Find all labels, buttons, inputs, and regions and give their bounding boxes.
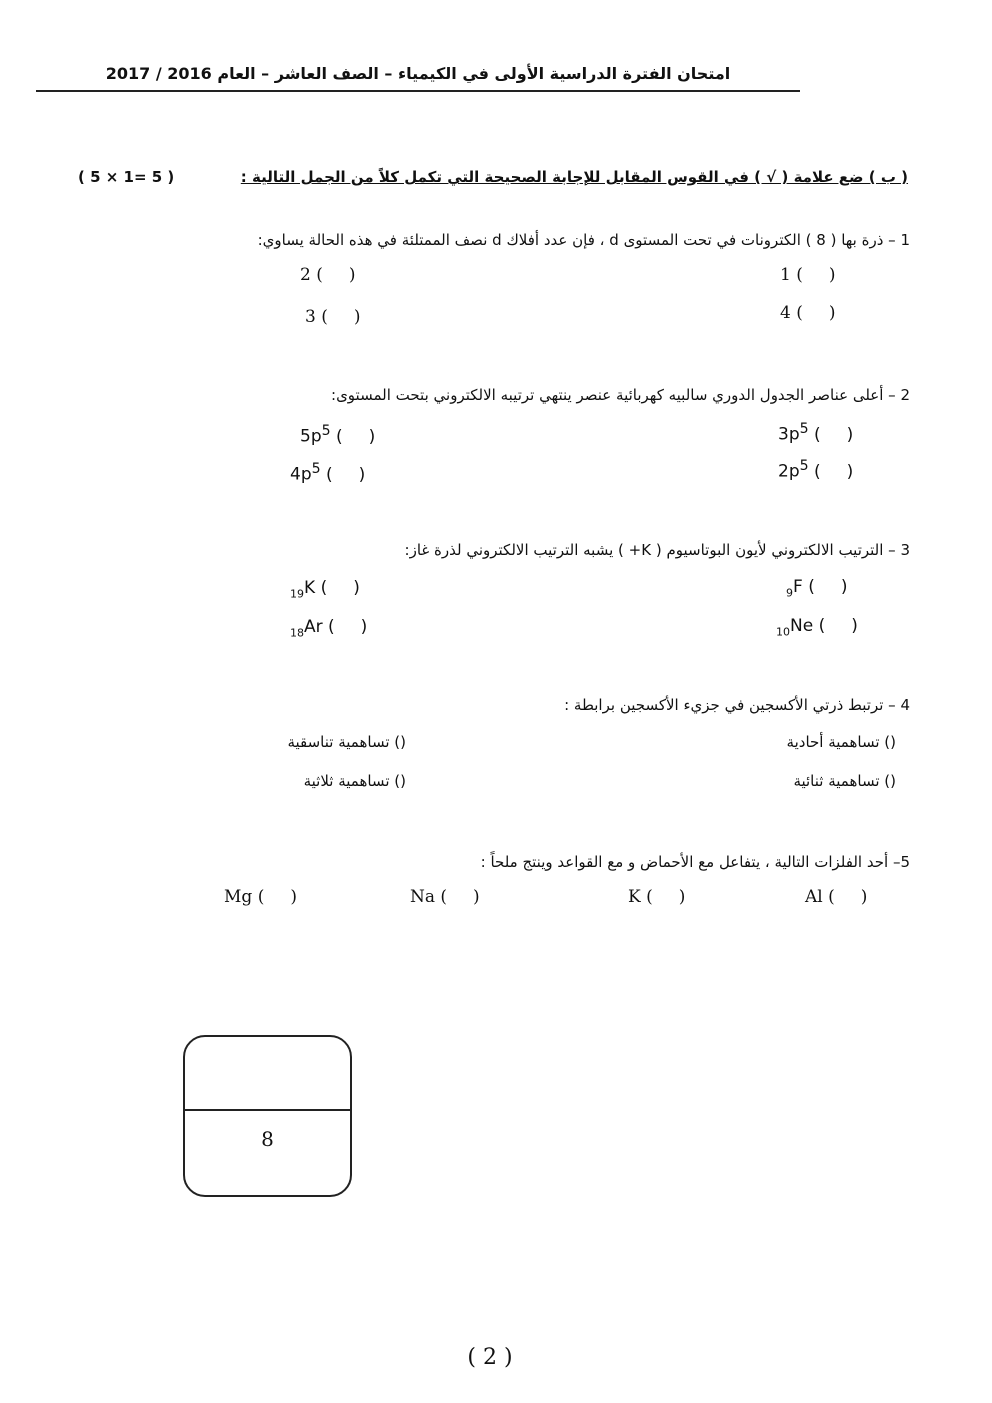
exam-header: امتحان الفترة الدراسية الأولى في الكيمياء – الصف العاشر – العام 2016 / 2017 bbox=[36, 58, 800, 92]
question-3: 3 – الترتيب الالكتروني لأيون البوتاسيوم ( K+ ) يشبه الترتيب الالكتروني لذرة غاز: bbox=[404, 541, 910, 559]
q4-option-3[interactable]: () تساهمية ثنائية bbox=[793, 772, 896, 790]
q1-option-2[interactable]: 2 () bbox=[300, 265, 382, 285]
q5-option-2[interactable]: K () bbox=[628, 887, 712, 907]
question-5: 5– أحد الفلزات التالية ، يتفاعل مع الأحماض و مع القواعد وينتج ملحاً : bbox=[480, 853, 910, 871]
question-1: 1 – ذرة بها ( 8 ) الكترونات في تحت المستوى d ، فإن عدد أفلاك d نصف الممتلئة في هذه الحالة يساوي: bbox=[257, 231, 910, 249]
page-number: ( 2 ) bbox=[467, 1345, 513, 1370]
q2-option-4[interactable]: $4p^5$ () bbox=[290, 461, 392, 485]
q3-option-4[interactable]: $_{18}$Ar () bbox=[290, 617, 394, 640]
q4-option-2[interactable]: () تساهمية تناسقية bbox=[287, 733, 406, 751]
score-value: 8 bbox=[261, 1127, 274, 1151]
q1-option-3[interactable]: 4 () bbox=[780, 303, 862, 323]
q1-option-1[interactable]: 1 () bbox=[780, 265, 862, 285]
q1-option-4[interactable]: 3 () bbox=[305, 307, 387, 327]
q3-option-2[interactable]: $_{19}$K () bbox=[290, 578, 386, 601]
section-title bbox=[78, 162, 908, 192]
score-divider bbox=[185, 1109, 350, 1111]
section-instruction: ( ب ) ضع علامة ( √ ) في القوس المقابل للإجابة الصحيحة التي تكمل كلاً من الجمل التالية : bbox=[240, 168, 908, 186]
q3-option-3[interactable]: $_{10}$Ne () bbox=[776, 616, 884, 639]
q5-option-3[interactable]: Na () bbox=[410, 887, 506, 907]
q4-option-1[interactable]: () تساهمية أحادية bbox=[786, 733, 896, 751]
q4-option-4[interactable]: () تساهمية ثلاثية bbox=[303, 772, 406, 790]
q2-option-3[interactable]: $2p^5$ () bbox=[778, 458, 880, 482]
question-4: 4 – ترتبط ذرتي الأكسجين في جزيء الأكسجين برابطة : bbox=[564, 696, 910, 714]
question-2: 2 – أعلى عناصر الجدول الدوري سالبيه كهربائية عنصر ينتهي ترتيبه الالكتروني بتحت المستوى: bbox=[331, 386, 910, 404]
q2-option-1[interactable]: $3p^5$ () bbox=[778, 421, 880, 445]
q2-option-2[interactable]: $5p^5$ () bbox=[300, 423, 402, 447]
score-box bbox=[183, 1035, 352, 1197]
q5-option-1[interactable]: Al () bbox=[805, 887, 894, 907]
q5-option-4[interactable]: Mg () bbox=[224, 887, 323, 907]
section-marks: ( 5 × 1= 5 ) bbox=[78, 168, 175, 186]
q3-option-1[interactable]: $_9$F () bbox=[786, 577, 874, 600]
